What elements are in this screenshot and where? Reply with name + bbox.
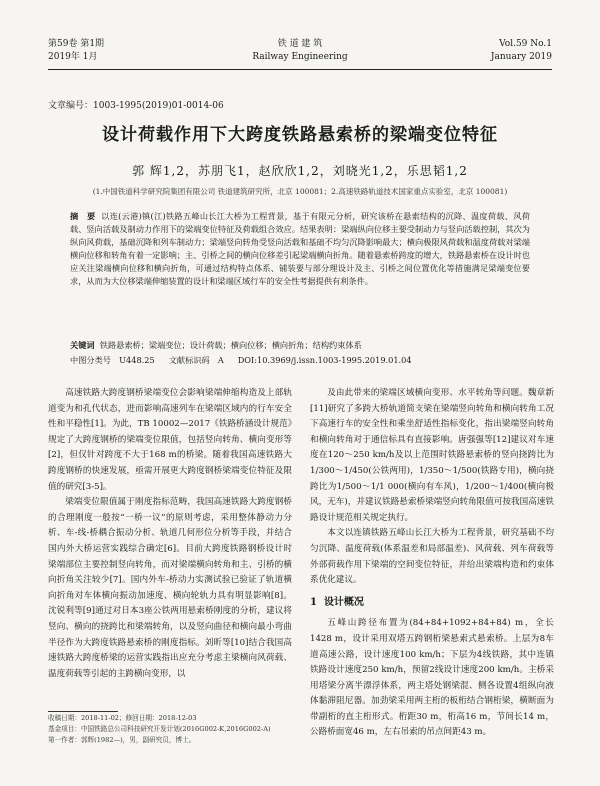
article-number: 文章编号：1003-1995(2019)01-0014-06 bbox=[48, 101, 224, 111]
fund-info: 基金项目：中国铁路总公司科技研究开发计划(2016G002-K,2016G002-A) bbox=[48, 725, 271, 733]
keywords bbox=[70, 340, 540, 351]
keywords-text: 铁路悬索桥；梁端变位；设计荷载；横向位移；横向折角；结构约束体系 bbox=[99, 340, 362, 350]
volume-en: Vol.59 No.1 bbox=[499, 39, 552, 49]
journal-name-en: Railway Engineering bbox=[252, 52, 348, 62]
body-right-column bbox=[310, 386, 554, 741]
first-author: 第一作者：郭辉(1982—)，男，副研究员，博士。 bbox=[48, 736, 196, 744]
clc-number: 中图分类号 U448.25 bbox=[70, 355, 155, 365]
body-paragraph: 高速铁路大跨度钢桥梁端变位会影响梁端伸缩构造及上部轨道变为和孔代状态，进而影响高速列车在梁端区域内的行车安全性和平稳性[1]。为此，TB 10002—2017《铁路桥涵设计规范》规定了大跨度钢桥的梁端变位限值，包括竖向转角、横向变形等[2]，但仅针对跨度不大于168 m的桥梁。随着我国高速铁路大跨度钢桥的快速发展，亟需开展更大跨度钢桥梁端变位特征及限值的研究[3-5]。 bbox=[48, 388, 292, 492]
author-list: 郭 辉1,2，苏朋飞1，赵欣欣1,2，刘晓光1,2，乐思韬1,2 bbox=[132, 164, 468, 178]
doi: DOI:10.3969/j.issn.1003-1995.2019.01.04 bbox=[237, 355, 412, 365]
footnote-divider bbox=[48, 711, 118, 712]
abstract-text: 以连(云港)镇(江)铁路五峰山长江大桥为工程背景，基于有限元分析，研究该桥在悬索结构的沉降、温度荷载、风荷载、竖向活载及制动力作用下的梁端变位特征及荷载组合效应。结果表明：梁端纵向位移主要受制动力与竖向活载控制，其次为纵向风荷载，基础沉降和列车制动力；梁端竖向转角受竖向活载和基础不均匀沉降影响最大；横向极限风荷载和温度荷载对梁端横向位移和转角有着一定影响；主、引桥之间的横向位移差引起梁端横向折角。随着悬索桥跨度的增大，铁路悬索桥在设计时也应关注梁端横向位移和横向折角，可通过结构特点体系、铺装要与部分理设计及主、引桥之间位置优化等措施满足梁端变位要求，从而为大位移梁端伸缩装置的设计和梁端区域行车的安全性考据提供有利条件。 bbox=[70, 211, 530, 286]
volume-cn: 第59卷 第1期 bbox=[48, 39, 105, 49]
journal-name-cn: 铁 道 建 筑 bbox=[277, 39, 323, 49]
body-paragraph: 五峰山跨径布置为(84+84+1092+84+84) m，全长1428 m，设计采用双塔五跨钢桁梁悬索式悬索桥。上层为8车道高速公路，设计速度100 km/h；下层为4线铁路，其中连镇铁路设计速度250 km/h，预留2线设计速度200 km/h。主桥采用塔梁分离半漂浮体系，两主塔处钢梁混、侧各设置4组纵向液体黏滞阻尼器。加劲梁采用两主桁的板桁结合钢桁梁，横断面为带副桁的直主桁形式。桁距30 m，桁高16 m，节间长14 m，公路桥面宽46 m，左右吊索的吊点间距43 m。 bbox=[310, 618, 554, 738]
abstract bbox=[70, 210, 530, 287]
classification-line bbox=[70, 355, 540, 366]
section-heading bbox=[310, 595, 554, 611]
affiliation: (1.中国铁道科学研究院集团有限公司 铁道建筑研究所，北京 100081；2.高速铁路轨道技术国家重点实验室，北京 100081) bbox=[92, 187, 508, 196]
body-paragraph: 梁端变位限值属于刚度指标范畴，我国高速铁路大跨度钢桥的合理刚度一般按“一桥一议”的原则考虑，采用整体静动力分析、车-线-桥耦合振动分析、轨道几何形位分析等手段，并结合国内外大桥运营实践综合确定[6]。目前大跨度铁路钢桥设计时梁端部位主要控制竖向转角，而对梁端横向转角和主、引桥的横向折角关注较少[7]。国内外车-桥动力实测试验已验证了轨道横向折角对车体横向振动加速度、横向轮轨力具有明显影响[8]。沈锐利等[9]通过对日本3座公铁两用悬索桥刚度的分析，建议将竖向、横向的挠跨比和梁端转角，以及竖向曲径和横向最小弯曲半径作为大跨度铁路悬索桥的刚度指标。刘昕等[10]结合我国高速铁路大跨度桥梁的运营实践指出应充分考虑主梁横向风荷载、温度荷载等引起的主跨横向变形，以 bbox=[48, 497, 292, 679]
document-code: 文献标识码 A bbox=[168, 355, 224, 365]
abstract-label: 摘 要 bbox=[70, 211, 96, 221]
section-title: 设计概况 bbox=[323, 596, 364, 608]
body-paragraph: 本文以连镇铁路五峰山长江大桥为工程背景，研究基础不均匀沉降、温度荷载(体系温差和局部温差)、风荷载、列车荷载等外部荷载作用下梁端的空间变位特征，并给出梁端构造和约束体系优化建议。 bbox=[310, 528, 554, 586]
body-paragraph: 及由此带来的梁端区域横向变形、水平转角等问题。魏章新[11]研究了多跨大桥轨道简支梁在梁端竖向转角和横向转角工况下高速行车的安全性和乘坐舒适性指标变化，指出梁端竖向转角和横向转角对于通信标具有直接影响。唐强强等[12]建议对车速度在120～250 km/h及以上范围时铁路悬索桥的竖向挠跨比为1/300～1/450(公铁两用)，1/350～1/500(铁路专用)，横向挠跨比为1/500～1/1 000(横向有车风)，1/200～1/400(横向极风，无车)，并建议铁路悬索桥梁端竖向转角限值可按我国高速铁路设计规范相关规定执行。 bbox=[310, 388, 554, 523]
received-date: 收稿日期：2018-11-02；修回日期：2018-12-03 bbox=[48, 714, 197, 722]
section-number: 1 bbox=[310, 596, 317, 608]
footnotes bbox=[48, 713, 292, 746]
header-divider bbox=[48, 69, 552, 70]
keywords-label: 关键词 bbox=[70, 340, 95, 350]
body-left-column bbox=[48, 386, 292, 682]
running-header bbox=[48, 38, 552, 64]
paper-title: 设计荷载作用下大跨度铁路悬索桥的梁端变位特征 bbox=[102, 125, 498, 145]
date-en: January 2019 bbox=[490, 52, 552, 62]
date-cn: 2019年 1月 bbox=[48, 52, 98, 62]
